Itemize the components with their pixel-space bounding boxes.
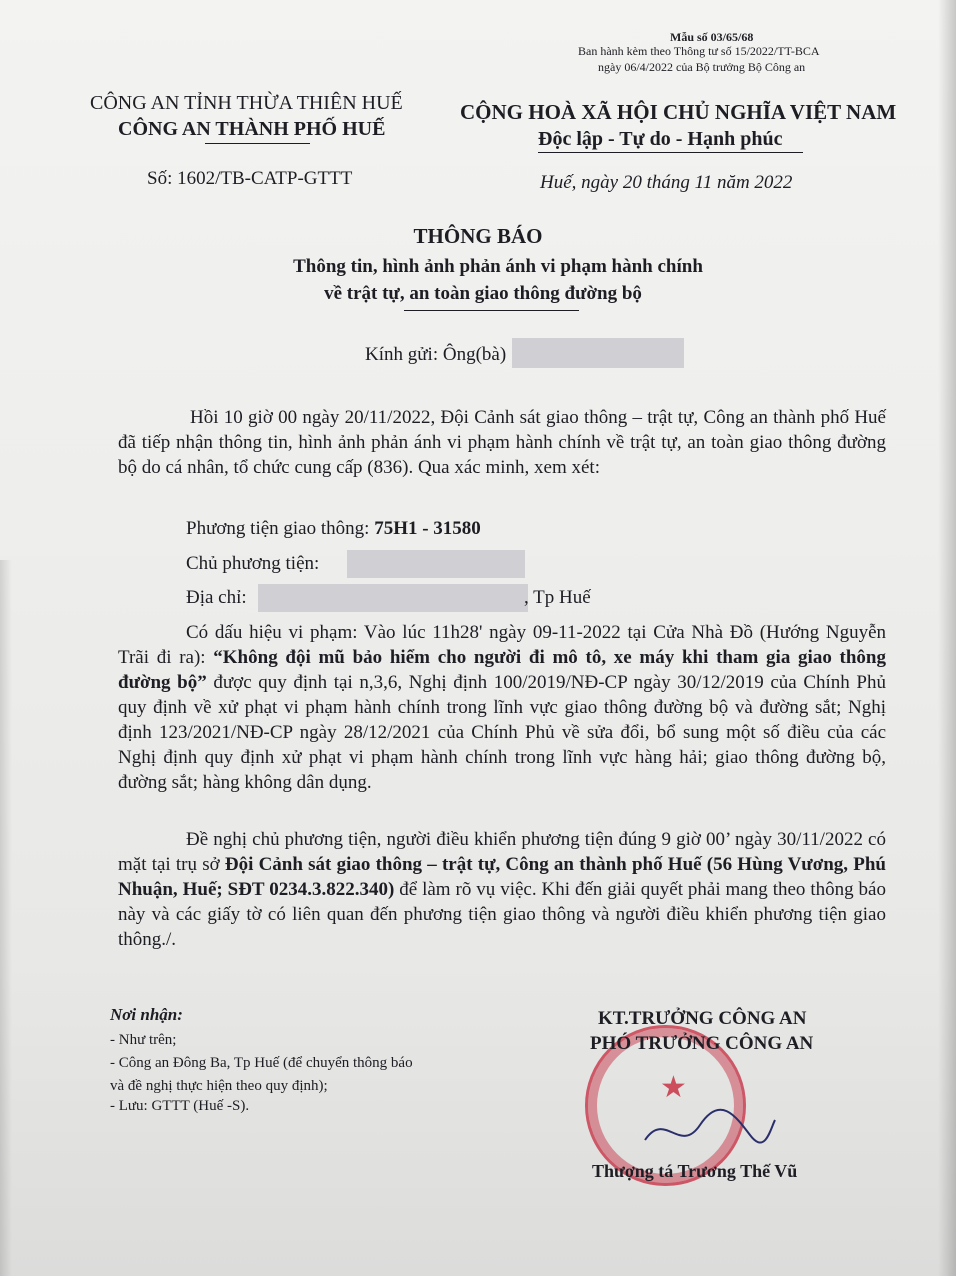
recipients-item: - Công an Đông Ba, Tp Huế (để chuyển thông báo [110, 1055, 413, 1071]
document-subtitle-line1: Thông tin, hình ảnh phản ánh vi phạm hành chính [293, 256, 703, 277]
page-shadow-left [0, 560, 12, 1276]
handwritten-signature [640, 1100, 780, 1160]
recipients-item: và đề nghị thực hiện theo quy định); [110, 1078, 328, 1094]
owner-label: Chủ phương tiện: [186, 553, 320, 574]
form-note-line1: Ban hành kèm theo Thông tư số 15/2022/TT-BCA [578, 44, 820, 58]
violation-prefix: Có dấu hiệu vi phạm: Vào lúc 11h28' ngày 09-11-2022 tại Cửa Nhà Đồ (Hướng Nguyễn Trãi đi ra): [118, 622, 886, 668]
document-number: Số: 1602/TB-CATP-GTTT [147, 168, 353, 189]
title-underline [404, 310, 579, 311]
national-title: CỘNG HOÀ XÃ HỘI CHỦ NGHĨA VIỆT NAM [460, 100, 897, 124]
redacted-address [258, 584, 528, 612]
request-location: Đội Cảnh sát giao thông – trật tự, Công an thành phố Huế (56 Hùng Vương, Phú Nhuận, Huế; SĐT 0234.3.822.340) [118, 854, 886, 900]
agency-name: CÔNG AN THÀNH PHỐ HUẾ [118, 118, 386, 140]
agency-underline [205, 143, 310, 144]
violation-description: “Không đội mũ bảo hiểm cho người đi mô tô, xe máy khi tham gia giao thông đường bộ” [118, 647, 886, 693]
place-date: Huế, ngày 20 tháng 11 năm 2022 [540, 172, 793, 193]
recipient-label: Kính gửi: Ông(bà) [365, 344, 507, 365]
form-note-line2: ngày 06/4/2022 của Bộ trưởng Bộ Công an [598, 60, 806, 74]
signature-title-line1: KT.TRƯỞNG CÔNG AN [598, 1008, 807, 1029]
address-label: Địa chỉ: [186, 587, 247, 608]
national-motto: Độc lập - Tự do - Hạnh phúc [538, 128, 783, 150]
violation-legal-basis: được quy định tại n,3,6, Nghị định 100/2019/NĐ-CP ngày 30/12/2019 của Chính Phủ quy định về xử phạt vi phạm hành chính trong lĩnh vực giao thông đường bộ và đường sắt; Nghị định 123/2021/NĐ-CP ngày 28/12/2021 của Chính Phủ về sửa đổi, bổ sung một số điều của các Nghị định quy định xử phạt vi phạm hành chính trong lĩnh vực hàng hải; giao thông đường bộ, đường sắt; hàng không dân dụng. [118, 672, 886, 793]
owner-line [186, 553, 319, 575]
redacted-owner-name [347, 550, 525, 578]
motto-underline [538, 152, 803, 153]
request-prefix: Đề nghị chủ phương tiện, người điều khiển phương tiện đúng 9 giờ 00’ ngày 30/11/2022 có mặt tại trụ sở [118, 829, 886, 875]
address-tail: , Tp Huế [524, 587, 591, 608]
recipients-title: Nơi nhận: [110, 1005, 183, 1024]
redacted-recipient-name [512, 338, 684, 368]
request-suffix: để làm rõ vụ việc. Khi đến giải quyết phải mang theo thông báo này và các giấy tờ có liên quan đến phương tiện giao thông và người điều khiển phương tiện giao thông./. [118, 879, 886, 950]
violation-paragraph [118, 620, 886, 795]
recipients-item: - Lưu: GTTT (Huế -S). [110, 1098, 250, 1114]
address-line [186, 587, 247, 609]
agency-parent: CÔNG AN TỈNH THỪA THIÊN HUẾ [90, 92, 403, 114]
vehicle-plate: 75H1 - 31580 [374, 518, 481, 539]
page-shadow-right [938, 0, 956, 1276]
intro-paragraph: Hồi 10 giờ 00 ngày 20/11/2022, Đội Cảnh sát giao thông – trật tự, Công an thành phố Huế đã tiếp nhận thông tin, hình ảnh phản ánh vi phạm hành chính về trật tự, an toàn giao thông đường bộ do cá nhân, tổ chức cung cấp (836). Qua xác minh, xem xét: [118, 407, 886, 478]
signature-title-line2: PHÓ TRƯỞNG CÔNG AN [590, 1033, 814, 1054]
recipient-line [365, 344, 506, 366]
stamp-star-icon: ★ [660, 1070, 687, 1105]
recipients-item: - Như trên; [110, 1032, 177, 1048]
request-paragraph [118, 827, 886, 952]
vehicle-label: Phương tiện giao thông: [186, 518, 375, 539]
document-subtitle-line2: về trật tự, an toàn giao thông đường bộ [324, 283, 642, 304]
vehicle-line [186, 518, 481, 540]
form-number: Mẫu số 03/65/68 [670, 30, 754, 44]
signer-name: Thượng tá Trương Thế Vũ [592, 1161, 798, 1181]
document-title: THÔNG BÁO [413, 224, 543, 248]
